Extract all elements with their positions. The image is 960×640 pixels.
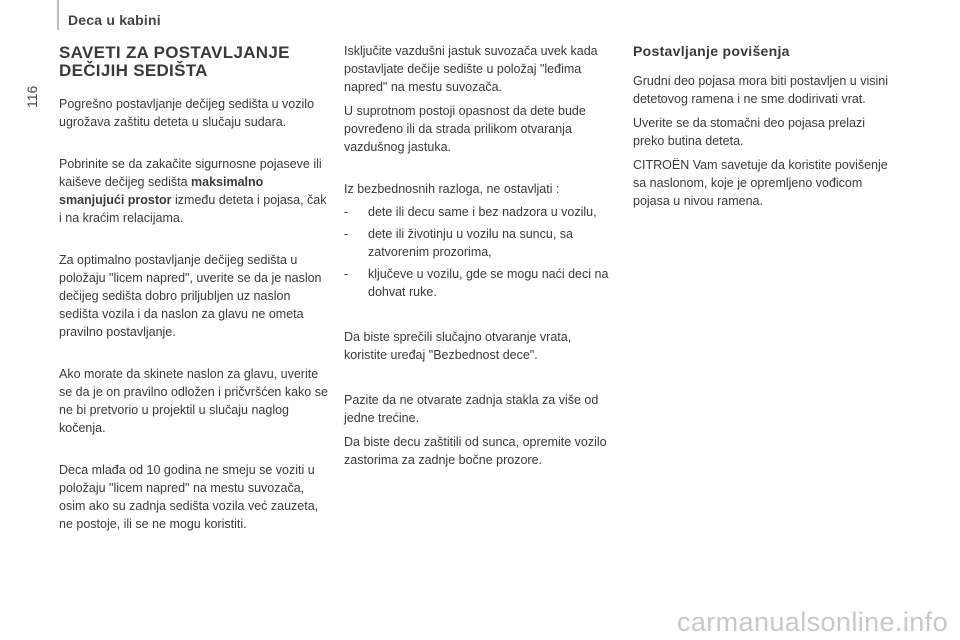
section-title: Deca u kabini [68,12,161,28]
main-heading [59,44,329,80]
seatbelts-text-after: između deteta i pojasa, čak i na kraćim relacijama. [59,193,327,225]
page-number-container [22,78,42,118]
header-side-rule [57,0,59,30]
paragraph-headrest: Ako morate da skinete naslon za glavu, uverite se da je on pravilno odložen i pričvršćen kako se ne bi pretvorio u projektil u slučaju naglog kočenja. [59,367,328,435]
list-item-text: dete ili životinju u vozilu na suncu, sa zatvorenim prozorima, [368,227,573,259]
dash-bullet: - [344,205,349,219]
dash-bullet: - [344,267,349,281]
main-heading-line1: SAVETI ZA POSTAVLJANJE [59,43,290,62]
column-right [633,42,899,210]
column-middle [344,42,616,469]
seatbelts-text-before: Pobrinite se da zakačite sigurnosne pojaseve ili kaiševe dečijeg sedišta [59,157,322,189]
paragraph-child-lock: Da biste sprečili slučajno otvaranje vrata, koristite uređaj "Bezbednost dece". [344,330,572,362]
paragraph-lap-belt: Uverite se da stomačni deo pojasa prelazi preko butina deteta. [633,116,866,148]
paragraph-seatbelts [59,155,329,227]
paragraph-forward-facing: Za optimalno postavljanje dečijeg sedišta u položaju "licem napred", uverite se da je naslon dečijeg sedišta dobro priljubljen uz naslon sedišta vozila i da naslon za glavu ne ometa pravilno postavljanje. [59,253,322,339]
main-heading-line2: DEČIJIH SEDIŠTA [59,61,208,80]
list-item [344,225,616,261]
paragraph-chest-belt: Grudni deo pojasa mora biti postavljen u visini detetovog ramena i ne sme dodirivati vrat. [633,74,888,106]
paragraph-airbag-off: Isključite vazdušni jastuk suvozača uvek kada postavljate dečije sedište u položaj "leđima napred" na mestu suvozača. [344,44,598,94]
list-item-text: ključeve u vozilu, gde se mogu naći deci na dohvat ruke. [368,267,609,299]
page-number: 116 [24,85,40,108]
seatbelts-text-bold: maksimalno smanjujući prostor [59,175,264,207]
paragraph-safety-reasons: Iz bezbednosnih razloga, ne ostavljati : [344,182,560,196]
paragraph-airbag-danger: U suprotnom postoji opasnost da dete bude povređeno ili da strada prilikom otvaranja vazdušnog jastuka. [344,104,586,154]
paragraph-under-10: Deca mlađa od 10 godina ne smeju se voziti u položaju "licem napred" na mestu suvozača, osim ako su zadnja sedišta vozila već zauzeta, ne postoje, ili se ne mogu koristiti. [59,463,319,531]
paragraph-citroen-advice: CITROËN Vam savetuje da koristite povišenje sa naslonom, koje je opremljeno vođicom pojasa u nivou ramena. [633,158,888,208]
paragraph-sun-blinds: Da biste decu zaštitili od sunca, opremite vozilo zastorima za zadnje bočne prozore. [344,435,607,467]
paragraph-rear-windows: Pazite da ne otvarate zadnja stakla za više od jedne trećine. [344,393,599,425]
list-item [344,265,616,301]
watermark: carmanualsonline.info [676,607,948,637]
dash-bullet: - [344,227,349,241]
safety-list [344,203,616,301]
list-item [344,203,616,221]
list-item-text: dete ili decu same i bez nadzora u vozilu, [368,205,597,219]
column-left [59,44,329,533]
booster-heading: Postavljanje povišenja [633,43,790,59]
paragraph-incorrect-installation: Pogrešno postavljanje dečijeg sedišta u vozilo ugrožava zaštitu deteta u slučaju sudara. [59,97,315,129]
